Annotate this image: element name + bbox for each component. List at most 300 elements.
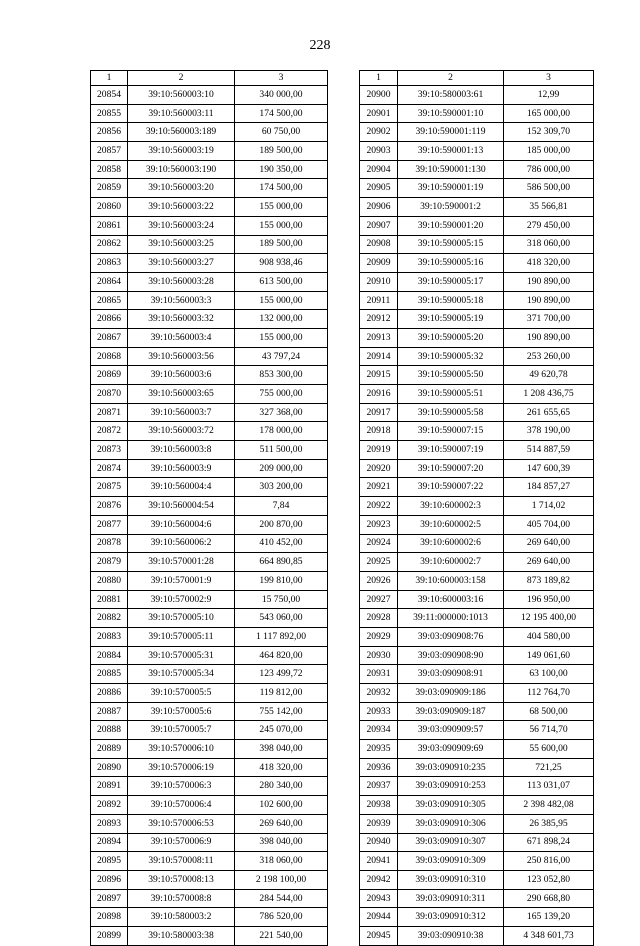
cell-index: 20906 [360,198,398,217]
cell-index: 20932 [360,684,398,703]
cell-value: 250 816,00 [504,852,594,871]
cell-value: 303 200,00 [235,478,328,497]
cell-cadastral-number: 39:10:560003:24 [128,216,235,235]
cell-value: 464 820,00 [235,646,328,665]
cell-index: 20867 [91,328,128,347]
cell-index: 20922 [360,497,398,516]
cell-cadastral-number: 39:10:560003:189 [128,123,235,142]
table-row [91,908,328,927]
cell-cadastral-number: 39:10:560003:27 [128,254,235,273]
table-row [91,758,328,777]
table-row [91,160,328,179]
cell-value: 190 890,00 [504,272,594,291]
cell-cadastral-number: 39:03:090910:253 [398,777,504,796]
cell-value: 269 640,00 [235,814,328,833]
cell-index: 20895 [91,852,128,871]
cell-index: 20931 [360,665,398,684]
table-row [91,833,328,852]
table-row [360,665,594,684]
table-row [360,291,594,310]
table-row [360,571,594,590]
cell-value: 123 052,80 [504,870,594,889]
cell-cadastral-number: 39:10:590005:17 [398,272,504,291]
cell-index: 20897 [91,889,128,908]
table-row [91,590,328,609]
cell-cadastral-number: 39:03:090910:312 [398,908,504,927]
cell-value: 165 139,20 [504,908,594,927]
cell-cadastral-number: 39:10:570006:9 [128,833,235,852]
cell-value: 196 950,00 [504,590,594,609]
cell-value: 68 500,00 [504,702,594,721]
cell-cadastral-number: 39:10:560003:19 [128,142,235,161]
cell-index: 20875 [91,478,128,497]
cell-cadastral-number: 39:10:580003:61 [398,86,504,105]
cell-index: 20928 [360,609,398,628]
cell-value: 209 000,00 [235,459,328,478]
cell-cadastral-number: 39:10:560003:6 [128,366,235,385]
cell-value: 1 714,02 [504,497,594,516]
cell-index: 20909 [360,254,398,273]
cell-value: 543 060,00 [235,609,328,628]
cell-value: 2 398 482,08 [504,796,594,815]
table-row [360,497,594,516]
cell-value: 261 655,65 [504,403,594,422]
cell-index: 20907 [360,216,398,235]
cell-index: 20938 [360,796,398,815]
cell-index: 20868 [91,347,128,366]
table-row [91,328,328,347]
cell-index: 20858 [91,160,128,179]
cell-value: 398 040,00 [235,833,328,852]
cell-value: 15 750,00 [235,590,328,609]
cell-index: 20884 [91,646,128,665]
cell-index: 20921 [360,478,398,497]
cell-value: 2 198 100,00 [235,870,328,889]
cell-cadastral-number: 39:10:570005:31 [128,646,235,665]
cell-value: 55 600,00 [504,740,594,759]
cell-value: 189 500,00 [235,142,328,161]
cell-index: 20939 [360,814,398,833]
table-row [360,553,594,572]
cell-value: 279 450,00 [504,216,594,235]
cell-index: 20881 [91,590,128,609]
cell-index: 20930 [360,646,398,665]
cell-value: 119 812,00 [235,684,328,703]
table-row [91,721,328,740]
column-header-value: 3 [235,71,328,86]
table-row [360,104,594,123]
cell-cadastral-number: 39:10:600002:3 [398,497,504,516]
table-row [91,179,328,198]
cell-index: 20891 [91,777,128,796]
cell-cadastral-number: 39:10:570001:28 [128,553,235,572]
cell-cadastral-number: 39:10:590007:15 [398,422,504,441]
cell-index: 20892 [91,796,128,815]
table-row [360,385,594,404]
cell-cadastral-number: 39:10:560003:72 [128,422,235,441]
cell-cadastral-number: 39:11:000000:1013 [398,609,504,628]
cell-index: 20905 [360,179,398,198]
cell-cadastral-number: 39:10:570008:11 [128,852,235,871]
cell-index: 20882 [91,609,128,628]
table-row [91,814,328,833]
cell-cadastral-number: 39:03:090908:90 [398,646,504,665]
table-row [360,515,594,534]
cell-cadastral-number: 39:10:590005:15 [398,235,504,254]
cell-cadastral-number: 39:10:600002:5 [398,515,504,534]
table-row [91,291,328,310]
cell-value: 327 368,00 [235,403,328,422]
table-row [360,459,594,478]
cell-index: 20878 [91,534,128,553]
cell-cadastral-number: 39:03:090909:186 [398,684,504,703]
cell-index: 20926 [360,571,398,590]
cell-value: 123 499,72 [235,665,328,684]
cell-index: 20925 [360,553,398,572]
cell-value: 378 190,00 [504,422,594,441]
cell-index: 20859 [91,179,128,198]
cell-index: 20856 [91,123,128,142]
cell-index: 20904 [360,160,398,179]
table-row [91,86,328,105]
cell-index: 20898 [91,908,128,927]
table-row [91,796,328,815]
cell-value: 112 764,70 [504,684,594,703]
cell-cadastral-number: 39:10:590005:58 [398,403,504,422]
cell-cadastral-number: 39:10:600002:6 [398,534,504,553]
cell-value: 102 600,00 [235,796,328,815]
cell-cadastral-number: 39:10:590007:19 [398,441,504,460]
cell-cadastral-number: 39:10:560006:2 [128,534,235,553]
cell-index: 20880 [91,571,128,590]
cell-cadastral-number: 39:10:560004:54 [128,497,235,516]
cell-index: 20943 [360,889,398,908]
column-header-cadastral-number: 2 [128,71,235,86]
cell-index: 20874 [91,459,128,478]
cell-cadastral-number: 39:03:090908:76 [398,627,504,646]
table-row [91,515,328,534]
cell-index: 20933 [360,702,398,721]
table-row [91,104,328,123]
cell-value: 190 890,00 [504,328,594,347]
cell-cadastral-number: 39:10:590005:50 [398,366,504,385]
cell-value: 410 452,00 [235,534,328,553]
table-header-row [91,71,328,86]
cell-value: 371 700,00 [504,310,594,329]
cell-cadastral-number: 39:10:590007:22 [398,478,504,497]
cell-value: 418 320,00 [235,758,328,777]
cell-value: 511 500,00 [235,441,328,460]
table-row [91,646,328,665]
table-row [360,272,594,291]
table-row [91,385,328,404]
cell-index: 20887 [91,702,128,721]
table-row [91,235,328,254]
cell-cadastral-number: 39:10:570002:9 [128,590,235,609]
cell-index: 20871 [91,403,128,422]
table-row [91,478,328,497]
cell-cadastral-number: 39:10:570006:4 [128,796,235,815]
cell-index: 20854 [91,86,128,105]
cell-value: 190 350,00 [235,160,328,179]
table-row [360,254,594,273]
cell-index: 20873 [91,441,128,460]
table-row [91,198,328,217]
table-row [360,310,594,329]
cell-index: 20918 [360,422,398,441]
cell-cadastral-number: 39:10:560003:3 [128,291,235,310]
cell-value: 4 348 601,73 [504,926,594,945]
cell-index: 20919 [360,441,398,460]
cell-cadastral-number: 39:10:590005:51 [398,385,504,404]
cell-value: 190 890,00 [504,291,594,310]
cell-index: 20913 [360,328,398,347]
cell-value: 178 000,00 [235,422,328,441]
table-row [91,366,328,385]
cell-value: 318 060,00 [504,235,594,254]
cell-index: 20872 [91,422,128,441]
cell-cadastral-number: 39:10:590001:119 [398,123,504,142]
cell-value: 165 000,00 [504,104,594,123]
cell-cadastral-number: 39:10:560004:4 [128,478,235,497]
cell-value: 155 000,00 [235,198,328,217]
table-row [91,459,328,478]
cell-index: 20862 [91,235,128,254]
column-header-value: 3 [504,71,594,86]
table-row [91,441,328,460]
cell-value: 26 385,95 [504,814,594,833]
table-row [360,740,594,759]
table-row [360,627,594,646]
cell-value: 671 898,24 [504,833,594,852]
cell-value: 199 810,00 [235,571,328,590]
cell-value: 189 500,00 [235,235,328,254]
table-row [91,142,328,161]
column-header-index: 1 [360,71,398,86]
table-row [91,684,328,703]
cell-cadastral-number: 39:10:590001:19 [398,179,504,198]
table-row [91,665,328,684]
cell-cadastral-number: 39:10:560003:4 [128,328,235,347]
cell-cadastral-number: 39:10:590001:13 [398,142,504,161]
table-row [360,216,594,235]
column-header-index: 1 [91,71,128,86]
table-row [91,553,328,572]
table-row [91,272,328,291]
cadastral-table-left [90,70,328,946]
cell-index: 20889 [91,740,128,759]
table-row [360,366,594,385]
cell-value: 290 668,80 [504,889,594,908]
cell-index: 20877 [91,515,128,534]
cell-value: 269 640,00 [504,534,594,553]
table-row [360,123,594,142]
table-row [91,534,328,553]
cell-value: 174 500,00 [235,179,328,198]
table-row [360,590,594,609]
cell-cadastral-number: 39:10:560003:65 [128,385,235,404]
cell-cadastral-number: 39:10:560003:28 [128,272,235,291]
cell-cadastral-number: 39:10:560003:7 [128,403,235,422]
cell-value: 113 031,07 [504,777,594,796]
cell-cadastral-number: 39:10:590005:32 [398,347,504,366]
cell-cadastral-number: 39:10:600003:158 [398,571,504,590]
cell-value: 43 797,24 [235,347,328,366]
cell-cadastral-number: 39:10:590005:18 [398,291,504,310]
table-row [360,441,594,460]
cell-cadastral-number: 39:10:560003:10 [128,86,235,105]
cell-value: 318 060,00 [235,852,328,871]
cell-index: 20929 [360,627,398,646]
cell-index: 20861 [91,216,128,235]
cell-value: 284 544,00 [235,889,328,908]
cell-value: 60 750,00 [235,123,328,142]
cell-cadastral-number: 39:10:570008:13 [128,870,235,889]
cell-value: 586 500,00 [504,179,594,198]
table-row [360,142,594,161]
cell-value: 755 142,00 [235,702,328,721]
table-row [360,870,594,889]
cell-index: 20934 [360,721,398,740]
cell-index: 20894 [91,833,128,852]
cell-value: 200 870,00 [235,515,328,534]
cell-value: 280 340,00 [235,777,328,796]
table-row [360,86,594,105]
cell-value: 221 540,00 [235,926,328,945]
cell-value: 132 000,00 [235,310,328,329]
table-row [91,926,328,945]
cell-index: 20903 [360,142,398,161]
cell-cadastral-number: 39:10:590005:20 [398,328,504,347]
cell-value: 269 640,00 [504,553,594,572]
cell-index: 20936 [360,758,398,777]
cell-cadastral-number: 39:10:560003:22 [128,198,235,217]
cell-index: 20864 [91,272,128,291]
cell-index: 20917 [360,403,398,422]
cell-index: 20927 [360,590,398,609]
cell-index: 20870 [91,385,128,404]
cell-index: 20945 [360,926,398,945]
table-row [360,721,594,740]
table-row [91,740,328,759]
cell-index: 20886 [91,684,128,703]
cell-value: 155 000,00 [235,216,328,235]
table-row [360,908,594,927]
cell-index: 20893 [91,814,128,833]
table-row [360,684,594,703]
cell-cadastral-number: 39:03:090909:69 [398,740,504,759]
table-row [91,216,328,235]
cell-index: 20914 [360,347,398,366]
cell-index: 20941 [360,852,398,871]
table-row [360,814,594,833]
table-row [360,403,594,422]
cell-value: 873 189,82 [504,571,594,590]
cadastral-table-right [359,70,594,946]
cell-cadastral-number: 39:10:590001:10 [398,104,504,123]
table-row [91,347,328,366]
cell-value: 7,84 [235,497,328,516]
table-row [91,422,328,441]
cell-value: 514 887,59 [504,441,594,460]
cell-value: 49 620,78 [504,366,594,385]
cell-cadastral-number: 39:10:560003:20 [128,179,235,198]
table-row [360,534,594,553]
cell-value: 184 857,27 [504,478,594,497]
table-row [360,777,594,796]
cell-cadastral-number: 39:10:570005:6 [128,702,235,721]
cell-index: 20857 [91,142,128,161]
cell-index: 20899 [91,926,128,945]
cell-cadastral-number: 39:03:090910:305 [398,796,504,815]
table-row [360,179,594,198]
table-row [360,833,594,852]
table-row [360,702,594,721]
cell-value: 398 040,00 [235,740,328,759]
cell-cadastral-number: 39:10:560003:56 [128,347,235,366]
cell-index: 20900 [360,86,398,105]
cell-cadastral-number: 39:10:600002:7 [398,553,504,572]
cell-index: 20879 [91,553,128,572]
cell-index: 20910 [360,272,398,291]
cell-value: 152 309,70 [504,123,594,142]
cell-cadastral-number: 39:03:090909:187 [398,702,504,721]
table-row [91,852,328,871]
cell-value: 253 260,00 [504,347,594,366]
cell-value: 149 061,60 [504,646,594,665]
table-row [91,777,328,796]
cell-cadastral-number: 39:10:570006:19 [128,758,235,777]
cell-value: 174 500,00 [235,104,328,123]
cell-cadastral-number: 39:10:580003:38 [128,926,235,945]
cell-index: 20885 [91,665,128,684]
cell-index: 20923 [360,515,398,534]
cell-value: 155 000,00 [235,328,328,347]
cell-value: 340 000,00 [235,86,328,105]
table-row [91,497,328,516]
cell-value: 35 566,81 [504,198,594,217]
cell-cadastral-number: 39:10:570006:3 [128,777,235,796]
cell-value: 1 117 892,00 [235,627,328,646]
cell-cadastral-number: 39:10:560003:32 [128,310,235,329]
table-row [360,478,594,497]
cell-cadastral-number: 39:10:570005:10 [128,609,235,628]
cell-cadastral-number: 39:10:560003:8 [128,441,235,460]
cell-cadastral-number: 39:03:090910:235 [398,758,504,777]
cell-value: 63 100,00 [504,665,594,684]
cell-index: 20912 [360,310,398,329]
cell-value: 404 580,00 [504,627,594,646]
cell-index: 20890 [91,758,128,777]
cell-value: 12 195 400,00 [504,609,594,628]
cell-cadastral-number: 39:10:570005:7 [128,721,235,740]
cell-index: 20896 [91,870,128,889]
table-row [360,235,594,254]
cell-index: 20908 [360,235,398,254]
cell-index: 20920 [360,459,398,478]
cell-cadastral-number: 39:03:090910:38 [398,926,504,945]
cell-value: 853 300,00 [235,366,328,385]
cell-value: 664 890,85 [235,553,328,572]
table-row [360,328,594,347]
cell-value: 12,99 [504,86,594,105]
cell-cadastral-number: 39:10:560003:190 [128,160,235,179]
cell-cadastral-number: 39:10:560004:6 [128,515,235,534]
table-row [360,198,594,217]
cell-value: 908 938,46 [235,254,328,273]
cell-cadastral-number: 39:10:560003:25 [128,235,235,254]
cell-cadastral-number: 39:10:580003:2 [128,908,235,927]
